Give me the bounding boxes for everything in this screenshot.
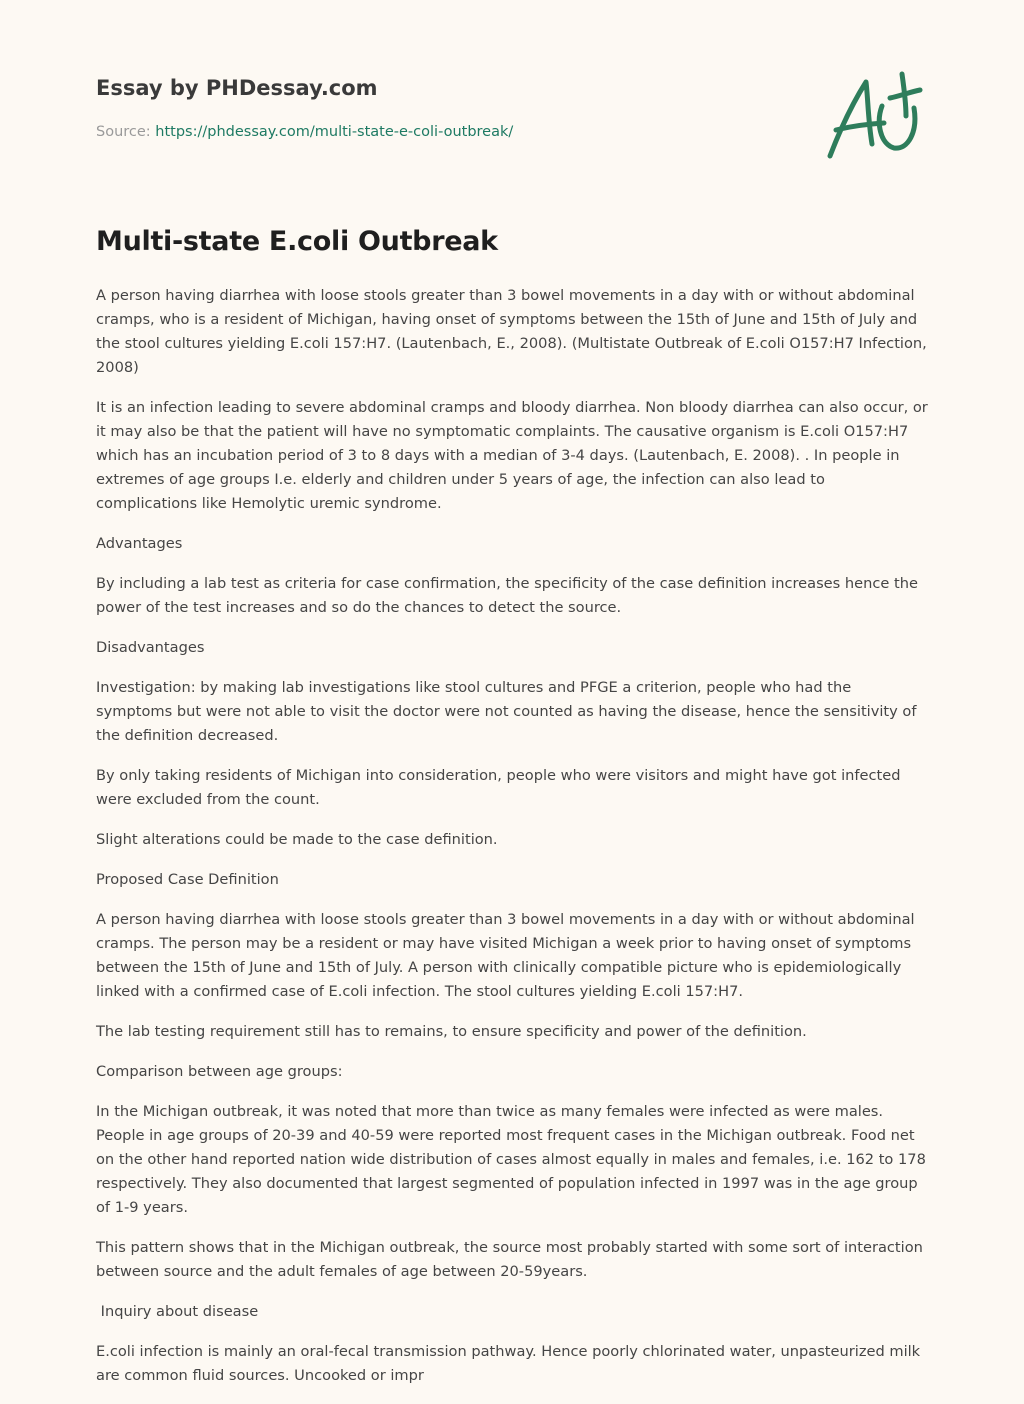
paragraph: The lab testing requirement still has to remains, to ensure specificity and power of the definition.: [96, 1023, 807, 1040]
source-label: Source:: [96, 124, 156, 140]
a-plus-logo-icon: [822, 68, 926, 164]
paragraph: Slight alterations could be made to the case definition.: [96, 831, 498, 848]
essay-header: [96, 76, 928, 176]
section-heading-inquiry: Inquiry about disease: [96, 1303, 259, 1320]
paragraph: By including a lab test as criteria for case confirmation, the specificity of the case definition increases hence the power of the test increases and so do the chances to detect the source.: [96, 575, 918, 616]
paragraph: By only taking residents of Michigan into consideration, people who were visitors and might have got infected were excluded from the count.: [96, 767, 901, 808]
source-link[interactable]: https://phdessay.com/multi-state-e-coli-outbreak/: [155, 124, 514, 140]
paragraph: It is an infection leading to severe abdominal cramps and bloody diarrhea. Non bloody diarrhea can also occur, or it may also be that the patient will have no symptomatic complaints. The causative organism is E.coli O157:H7 which has an incubation period of 3 to 8 days with a median of 3-4 days. (Lautenbach, E. 2008). . In people in extremes of age groups I.e. elderly and children under 5 years of age, the infection can also lead to complications like Hemolytic uremic syndrome.: [96, 399, 928, 512]
paragraph: This pattern shows that in the Michigan outbreak, the source most probably started with some sort of interaction between source and the adult females of age between 20-59years.: [96, 1239, 923, 1280]
paragraph: A person having diarrhea with loose stools greater than 3 bowel movements in a day with or without abdominal cramps. The person may be a resident or may have visited Michigan a week prior to having onset of symptoms between the 15th of June and 15th of July. A person with clinically compatible picture who is epidemiologically linked with a confirmed case of E.coli infection. The stool cultures yielding E.coli 157:H7.: [96, 911, 915, 1000]
section-heading-advantages: Advantages: [96, 535, 183, 552]
section-heading-comparison: Comparison between age groups:: [96, 1063, 343, 1080]
document-title: Multi-state E.coli Outbreak: [96, 226, 498, 257]
paragraph: In the Michigan outbreak, it was noted that more than twice as many females were infected as were males. People in age groups of 20-39 and 40-59 were reported most frequent cases in the Michigan outbreak. Food net on the other hand reported nation wide distribution of cases almost equally in males and females, i.e. 162 to 178 respectively. They also documented that largest segmented of population infected in 1997 was in the age group of 1-9 years.: [96, 1103, 926, 1216]
paragraph: Investigation: by making lab investigations like stool cultures and PFGE a criterion, people who had the symptoms but were not able to visit the doctor were not counted as having the disease, hence the sensitivity of the definition decreased.: [96, 679, 917, 744]
section-heading-proposed-case-definition: Proposed Case Definition: [96, 871, 279, 888]
section-heading-disadvantages: Disadvantages: [96, 639, 205, 656]
source-line: [96, 124, 513, 140]
paragraph: A person having diarrhea with loose stools greater than 3 bowel movements in a day with or without abdominal cramps, who is a resident of Michigan, having onset of symptoms between the 15th of June and 15th of July and the stool cultures yielding E.coli 157:H7. (Lautenbach, E., 2008). (Multistate Outbreak of E.coli O157:H7 Infection, 2008): [96, 287, 927, 376]
site-title: Essay by PHDessay.com: [96, 76, 378, 100]
essay-body: [96, 284, 930, 1404]
paragraph: E.coli infection is mainly an oral-fecal transmission pathway. Hence poorly chlorinated water, unpasteurized milk are common fluid sources. Uncooked or impr: [96, 1343, 921, 1384]
